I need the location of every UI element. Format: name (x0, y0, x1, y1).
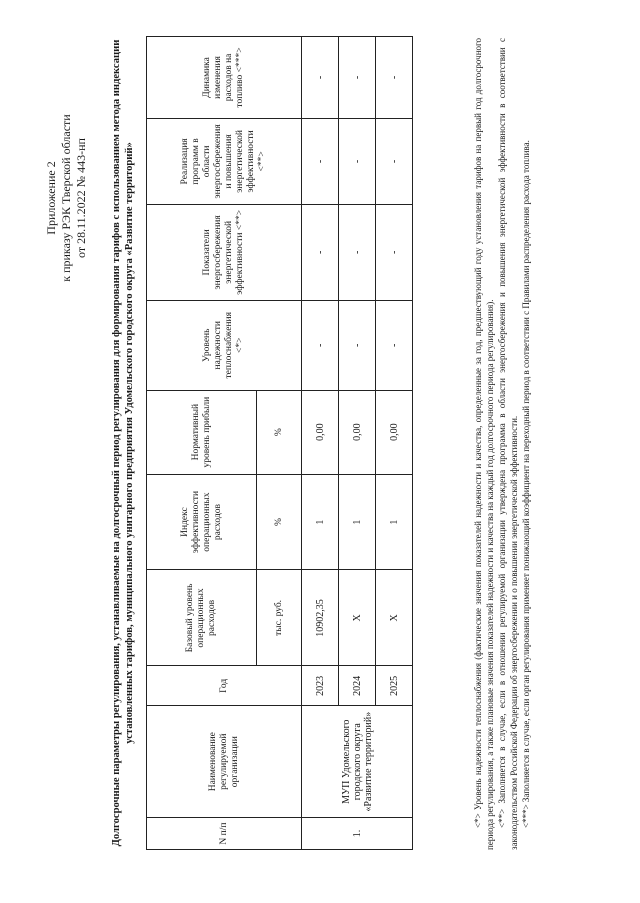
footnotes (472, 38, 532, 850)
table-row (302, 37, 339, 850)
cell-profit: 0,00 (302, 390, 339, 474)
cell-base: 10902,35 (302, 570, 339, 666)
cell-fuel: - (339, 37, 376, 119)
header-fuel: Динамика изменения расходов на топливо <***> (147, 37, 302, 119)
appendix-header (44, 48, 89, 348)
cell-profit: 0,00 (339, 390, 376, 474)
header-reliability: Уровень надежности теплоснабжения <*> (147, 300, 302, 390)
header-profit: Нормативный уровень прибыли (147, 390, 257, 474)
footnote-1: <*> Уровень надежности теплоснабжения (фактические значения показателей надежности и качества, определенные за год, предшествующий году установления тарифов на первый год долгосрочного периода регулирования, а также плановые значения показателей надежности и качества на каждый год долгосрочного периода регулирования). (473, 38, 495, 850)
appendix-line-3: от 28.11.2022 № 443-нп (74, 138, 88, 258)
cell-fuel: - (376, 37, 413, 119)
cell-index: 1 (302, 474, 339, 570)
row-num: 1. (302, 818, 413, 850)
parameters-table (146, 36, 413, 850)
unit-profit: % (257, 390, 302, 474)
cell-year: 2025 (376, 666, 413, 706)
header-num: N п/п (147, 818, 302, 850)
header-year: Год (147, 666, 302, 706)
footnote-3: <***> Заполняется в случае, если орган регулирования применяет понижающий коэффициент на переходный период в соответствии с Правилами распределения расхода топлива. (521, 140, 531, 828)
header-program: Реализация программ в области энергосбережения и повышения энергетической эффективности <**> (147, 118, 302, 204)
header-base: Базовый уровень операционных расходов (147, 570, 257, 666)
row-org: МУП Удомельского городского округа «Развитие территорий» (302, 706, 413, 818)
cell-energy-indicators: - (302, 204, 339, 300)
cell-program: - (339, 118, 376, 204)
cell-base: Х (339, 570, 376, 666)
cell-profit: 0,00 (376, 390, 413, 474)
cell-base: Х (376, 570, 413, 666)
cell-fuel: - (302, 37, 339, 119)
cell-index: 1 (376, 474, 413, 570)
cell-energy-indicators: - (376, 204, 413, 300)
appendix-line-1: Приложение 2 (44, 161, 58, 235)
cell-index: 1 (339, 474, 376, 570)
cell-program: - (376, 118, 413, 204)
cell-reliability: - (376, 300, 413, 390)
document-title: Долгосрочные параметры регулирования, устанавливаемые на долгосрочный период регулирования для формирования тарифов с использованием метода индексации установленных тарифов, муниципального унитарного предприятия Удомельского городского округа «Развитие территорий» (111, 39, 135, 847)
header-index: Индекс эффективности операционных расходов (147, 474, 257, 570)
cell-year: 2023 (302, 666, 339, 706)
footnote-2: <**> Заполняется в случае, если в отношении регулируемой организации утверждена программа в области энергосбережения и повышения энергетической эффективности в соответствии с законодательством Российской Федерации об энергосбережении и о повышении энергетической эффективности. (497, 38, 519, 850)
cell-program: - (302, 118, 339, 204)
cell-year: 2024 (339, 666, 376, 706)
table-header-row (147, 37, 257, 850)
cell-energy-indicators: - (339, 204, 376, 300)
cell-reliability: - (302, 300, 339, 390)
appendix-line-2: к приказу РЭК Тверской области (59, 114, 73, 282)
header-org: Наименование регулируемой организации (147, 706, 302, 818)
unit-index: % (257, 474, 302, 570)
cell-reliability: - (339, 300, 376, 390)
header-energy-indicators: Показатели энергосбережения энергетической эффективности <**> (147, 204, 302, 300)
unit-base: тыс. руб. (257, 570, 302, 666)
rotated-sheet (44, 28, 604, 858)
